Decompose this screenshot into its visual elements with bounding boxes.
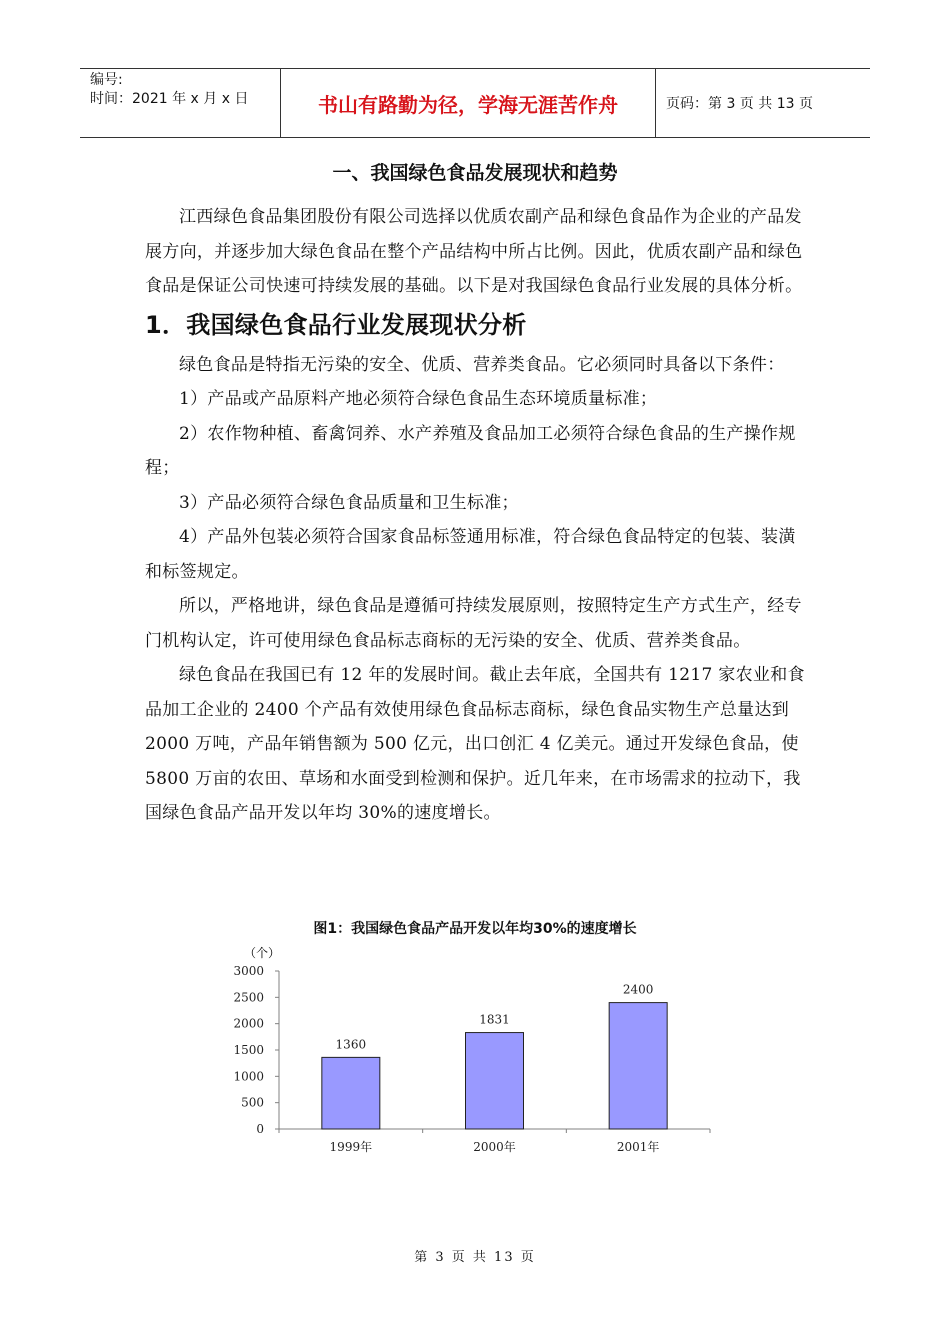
y-axis-label: （个） — [244, 946, 281, 960]
bar — [466, 1033, 524, 1129]
y-tick-label: 1500 — [233, 1043, 264, 1057]
section-title: 一、我国绿色食品发展现状和趋势 — [332, 162, 618, 184]
bar-value-label: 1360 — [335, 1037, 367, 1052]
page-footer: 第 3 页 共 13 页 — [414, 1250, 536, 1265]
document-date: 时间：2021 年 x 月 x 日 — [90, 91, 249, 107]
y-tick-label: 1000 — [233, 1069, 264, 1084]
chart-title: 图1：我国绿色食品产品开发以年均30%的速度增长 — [313, 921, 637, 937]
header-motto: 书山有路勤为径，学海无涯苦作舟 — [280, 69, 656, 137]
page-header — [80, 68, 870, 138]
header-meta — [80, 69, 280, 137]
x-tick-label: 2001年 — [616, 1140, 660, 1154]
x-tick-label: 2000年 — [473, 1140, 516, 1154]
summary-paragraph: 所以，严格地讲，绿色食品是遵循可持续发展原则，按照特定生产方式生产，经专门机构认定，许可使用绿色食品标志商标的无污染的安全、优质、营养类食品。 — [145, 596, 802, 651]
condition-1: 1）产品或产品原料产地必须符合绿色食品生态环境质量标准； — [179, 389, 658, 409]
bar-value-label: 1831 — [479, 1012, 510, 1027]
stats-paragraph: 绿色食品在我国已有 12 年的发展时间。截止去年底，全国共有 1217 家农业和食品加工企业的 2400 个产品有效使用绿色食品标志商标，绿色食品实物生产总量达到 2000 万吨，产品年销售额为 500 亿元，出口创汇 4 亿美元。通过开发绿色食品，使 5800 万亩的农田、草场和水面受到检测和保护。近几年来，在市场需求的拉动下，我国绿色食品产品开发以年均 30%的速度增长。 — [145, 665, 805, 823]
bar-value-label: 2400 — [622, 982, 654, 997]
subsection-heading: 1．我国绿色食品行业发展现状分析 — [145, 310, 527, 339]
y-tick-label: 2000 — [233, 1016, 264, 1031]
body-text — [145, 200, 805, 831]
bar — [609, 1003, 667, 1129]
y-tick-label: 500 — [241, 1095, 264, 1110]
header-page-info: 页码：第 3 页 共 13 页 — [666, 96, 813, 112]
condition-3: 3）产品必须符合绿色食品质量和卫生标准； — [179, 492, 519, 513]
definition-paragraph: 绿色食品是特指无污染的安全、优质、营养类食品。它必须同时具备以下条件： — [179, 354, 785, 375]
bar — [322, 1057, 380, 1129]
document-number: 编号: — [90, 72, 123, 88]
y-tick-label: 3000 — [233, 964, 264, 978]
y-tick-label: 0 — [256, 1122, 264, 1136]
condition-2: 2）农作物种植、畜禽饲养、水产养殖及食品加工必须符合绿色食品的生产操作规程； — [145, 423, 796, 478]
bar-chart — [220, 938, 720, 1178]
intro-paragraph: 江西绿色食品集团股份有限公司选择以优质农副产品和绿色食品作为企业的产品发展方向，并逐步加大绿色食品在整个产品结构中所占比例。因此，优质农副产品和绿色食品是保证公司快速可持续发展的基础。以下是对我国绿色食品行业发展的具体分析。 — [145, 207, 803, 296]
condition-4: 4）产品外包装必须符合国家食品标签通用标准，符合绿色食品特定的包装、装潢和标签规定。 — [145, 527, 796, 582]
x-tick-label: 1999年 — [329, 1140, 373, 1154]
y-tick-label: 2500 — [233, 990, 264, 1005]
